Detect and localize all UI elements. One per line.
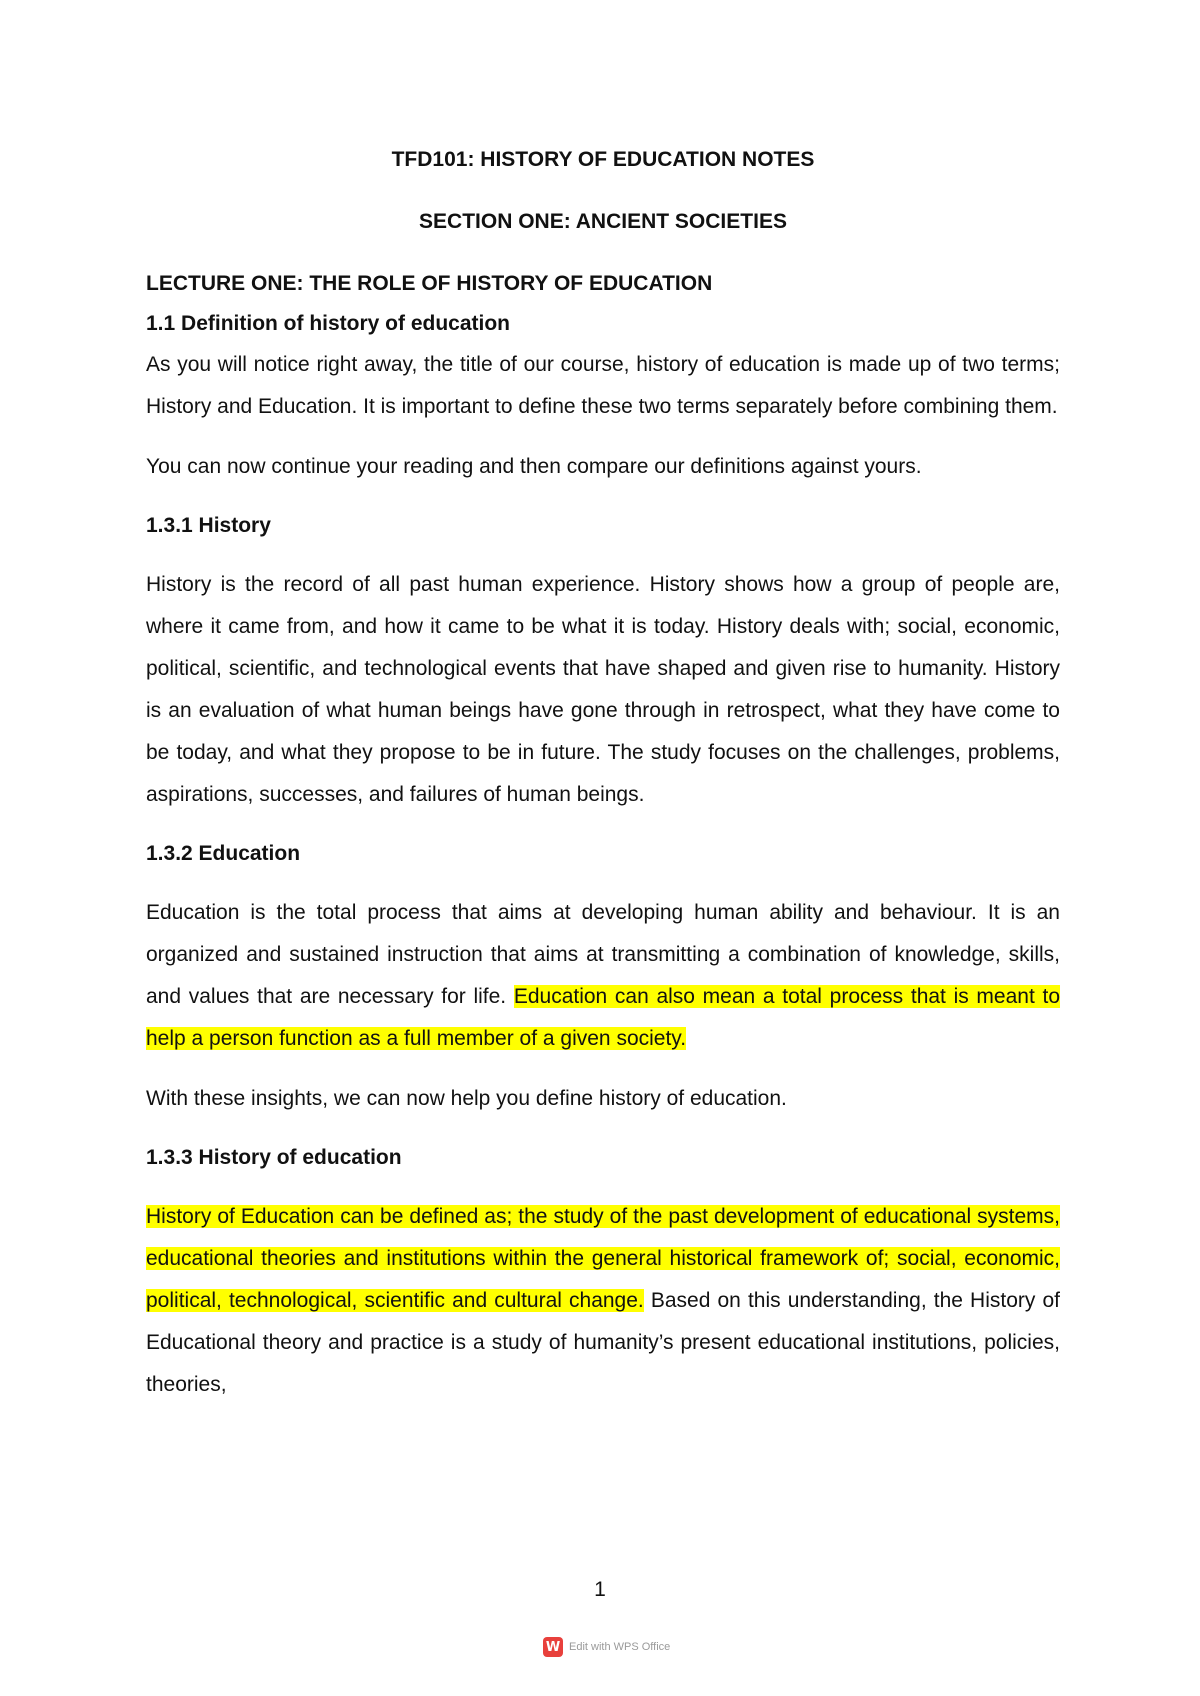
education-highlight: Education can also mean a total process that is meant to help a person function as a full member of a given society. [146,985,1060,1050]
education-text: Education is the total process that aims at developing human ability and behaviour. It is an organized and sustained instruction that aims at transmitting a combination of knowledge, skills, and values that are necessary for life. [146,901,1060,1008]
lecture-heading: LECTURE ONE: THE ROLE OF HISTORY OF EDUCATION [146,272,713,295]
section-title: SECTION ONE: ANCIENT SOCIETIES [419,210,787,233]
insights-paragraph: With these insights, we can now help you define history of education. [146,1087,787,1110]
wps-logo-icon: W [543,1637,563,1657]
history-paragraph: History is the record of all past human experience. History shows how a group of people are, where it came from, and how it came to be what it is today. History deals with; social, economic, political, scientific, and technological events that have shaped and given rise to humanity. History is an evaluation of what human beings have gone through in retrospect, what they have come to be today, and what they propose to be in future. The study focuses on the challenges, problems, aspirations, successes, and failures of human beings. [146,573,1060,806]
history-of-education-heading: 1.3.3 History of education [146,1146,402,1169]
page-number: 1 [594,1578,606,1601]
history-heading: 1.3.1 History [146,514,271,537]
wps-edit-text: Edit with WPS Office [569,1641,671,1653]
document-title: TFD101: HISTORY OF EDUCATION NOTES [391,148,815,171]
history-of-education-text: Based on this understanding, the History of Educational theory and practice is a study of humanity’s present educational institutions, policies, theories, [146,1289,1060,1396]
education-heading: 1.3.2 Education [146,842,301,865]
history-of-education-highlight: History of Education can be defined as; the study of the past development of educational systems, educational theories and institutions within the general historical framework of; social, economic, political, technological, scientific and cultural change. [146,1205,1060,1312]
education-paragraph [146,892,1060,1060]
definition-paragraph: As you will notice right away, the title of our course, history of education is made up of two terms; History and Education. It is important to define these two terms separately before combining them. [146,353,1060,418]
document-page [146,140,1060,1406]
history-of-education-paragraph [146,1196,1060,1406]
continue-reading-paragraph: You can now continue your reading and then compare our definitions against yours. [146,455,922,478]
definition-heading: 1.1 Definition of history of education [146,312,511,335]
wps-edit-badge[interactable] [543,1637,670,1657]
